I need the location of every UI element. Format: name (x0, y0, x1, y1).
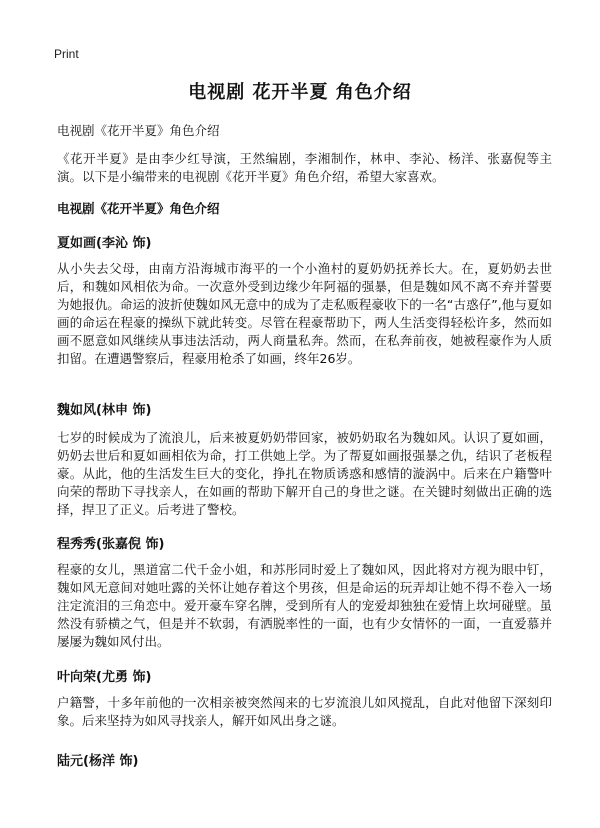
page-title: 电视剧 花开半夏 角色介绍 (188, 82, 412, 103)
role-heading-ye-xiangrong: 叶向荣(尤勇 饰) (57, 670, 152, 685)
role-text-cheng-xiuxiu: 程豪的女儿，黑道富二代千金小姐，和苏彤同时爱上了魏如风，因此将对方视为眼中钉，魏如风无意间对她吐露的关怀让她存着这个男孩，但是命运的玩弄却让她不得不卷入一场注定流泪的三角恋中。爱开豪车穿名牌，受到所有人的宠爱却独独在爱情上坎坷碰壁。虽然没有骄横之气，但是并不软弱，有洒脱率性的一面，也有少女情怀的一面，一直爱慕并屡屡为魏如风付出。 (57, 562, 552, 649)
role-heading-lu-yuan: 陆元(杨洋 饰) (57, 754, 139, 769)
role-text-xia-ruhua: 从小失去父母，由南方沿海城市海平的一个小渔村的夏奶奶抚养长大。在，夏奶奶去世后，和魏如风相依为命。一次意外受到边缘少年阿福的强暴，但是魏如风不离不弃并誓要为她报仇。命运的波折使魏如风无意中的成为了走私贩程豪收下的一名“古惑仔”,他与夏如画的命运在程豪的操纵下就此转变。尽管在程豪帮助下，两人生活变得轻松许多，然而如画不愿意如风继续从事违法活动，两人商量私奔。然而，在私奔前夜，她被程豪作为人质扣留。在遭遇警察后，程豪用枪杀了如画，终年26岁。 (57, 261, 552, 366)
intro-label: 电视剧《花开半夏》角色介绍 (57, 123, 220, 138)
role-heading-cheng-xiuxiu: 程秀秀(张嘉倪 饰) (57, 537, 165, 552)
role-text-wei-rufeng: 七岁的时候成为了流浪儿，后来被夏奶奶带回家，被奶奶取名为魏如风。认识了夏如画，奶奶去世后和夏如画相依为命，打工供她上学。为了帮夏如画报强暴之仇，结识了老板程豪。从此，他的生活发生巨大的变化，挣扎在物质诱惑和感情的漩涡中。后来在户籍警叶向荣的帮助下寻找亲人，在如画的帮助下解开自己的身世之谜。在关键时刻做出正确的选择，捍卫了正义。后考进了警校。 (57, 430, 552, 517)
role-heading-wei-rufeng: 魏如风(林申 饰) (57, 403, 152, 418)
print-link[interactable]: Print (54, 47, 79, 61)
role-text-ye-xiangrong: 户籍警，十多年前他的一次相亲被突然闯来的七岁流浪儿如风搅乱，自此对他留下深刻印象。后来坚持为如风寻找亲人，解开如风出身之谜。 (57, 695, 552, 728)
role-heading-xia-ruhua: 夏如画(李沁 饰) (57, 236, 152, 251)
section-heading: 电视剧《花开半夏》角色介绍 (57, 201, 220, 216)
intro-paragraph: 《花开半夏》是由李少红导演，王然编剧，李湘制作，林申、李沁、杨洋、张嘉倪等主演。以下是小编带来的电视剧《花开半夏》角色介绍，希望大家喜欢。 (57, 151, 552, 184)
